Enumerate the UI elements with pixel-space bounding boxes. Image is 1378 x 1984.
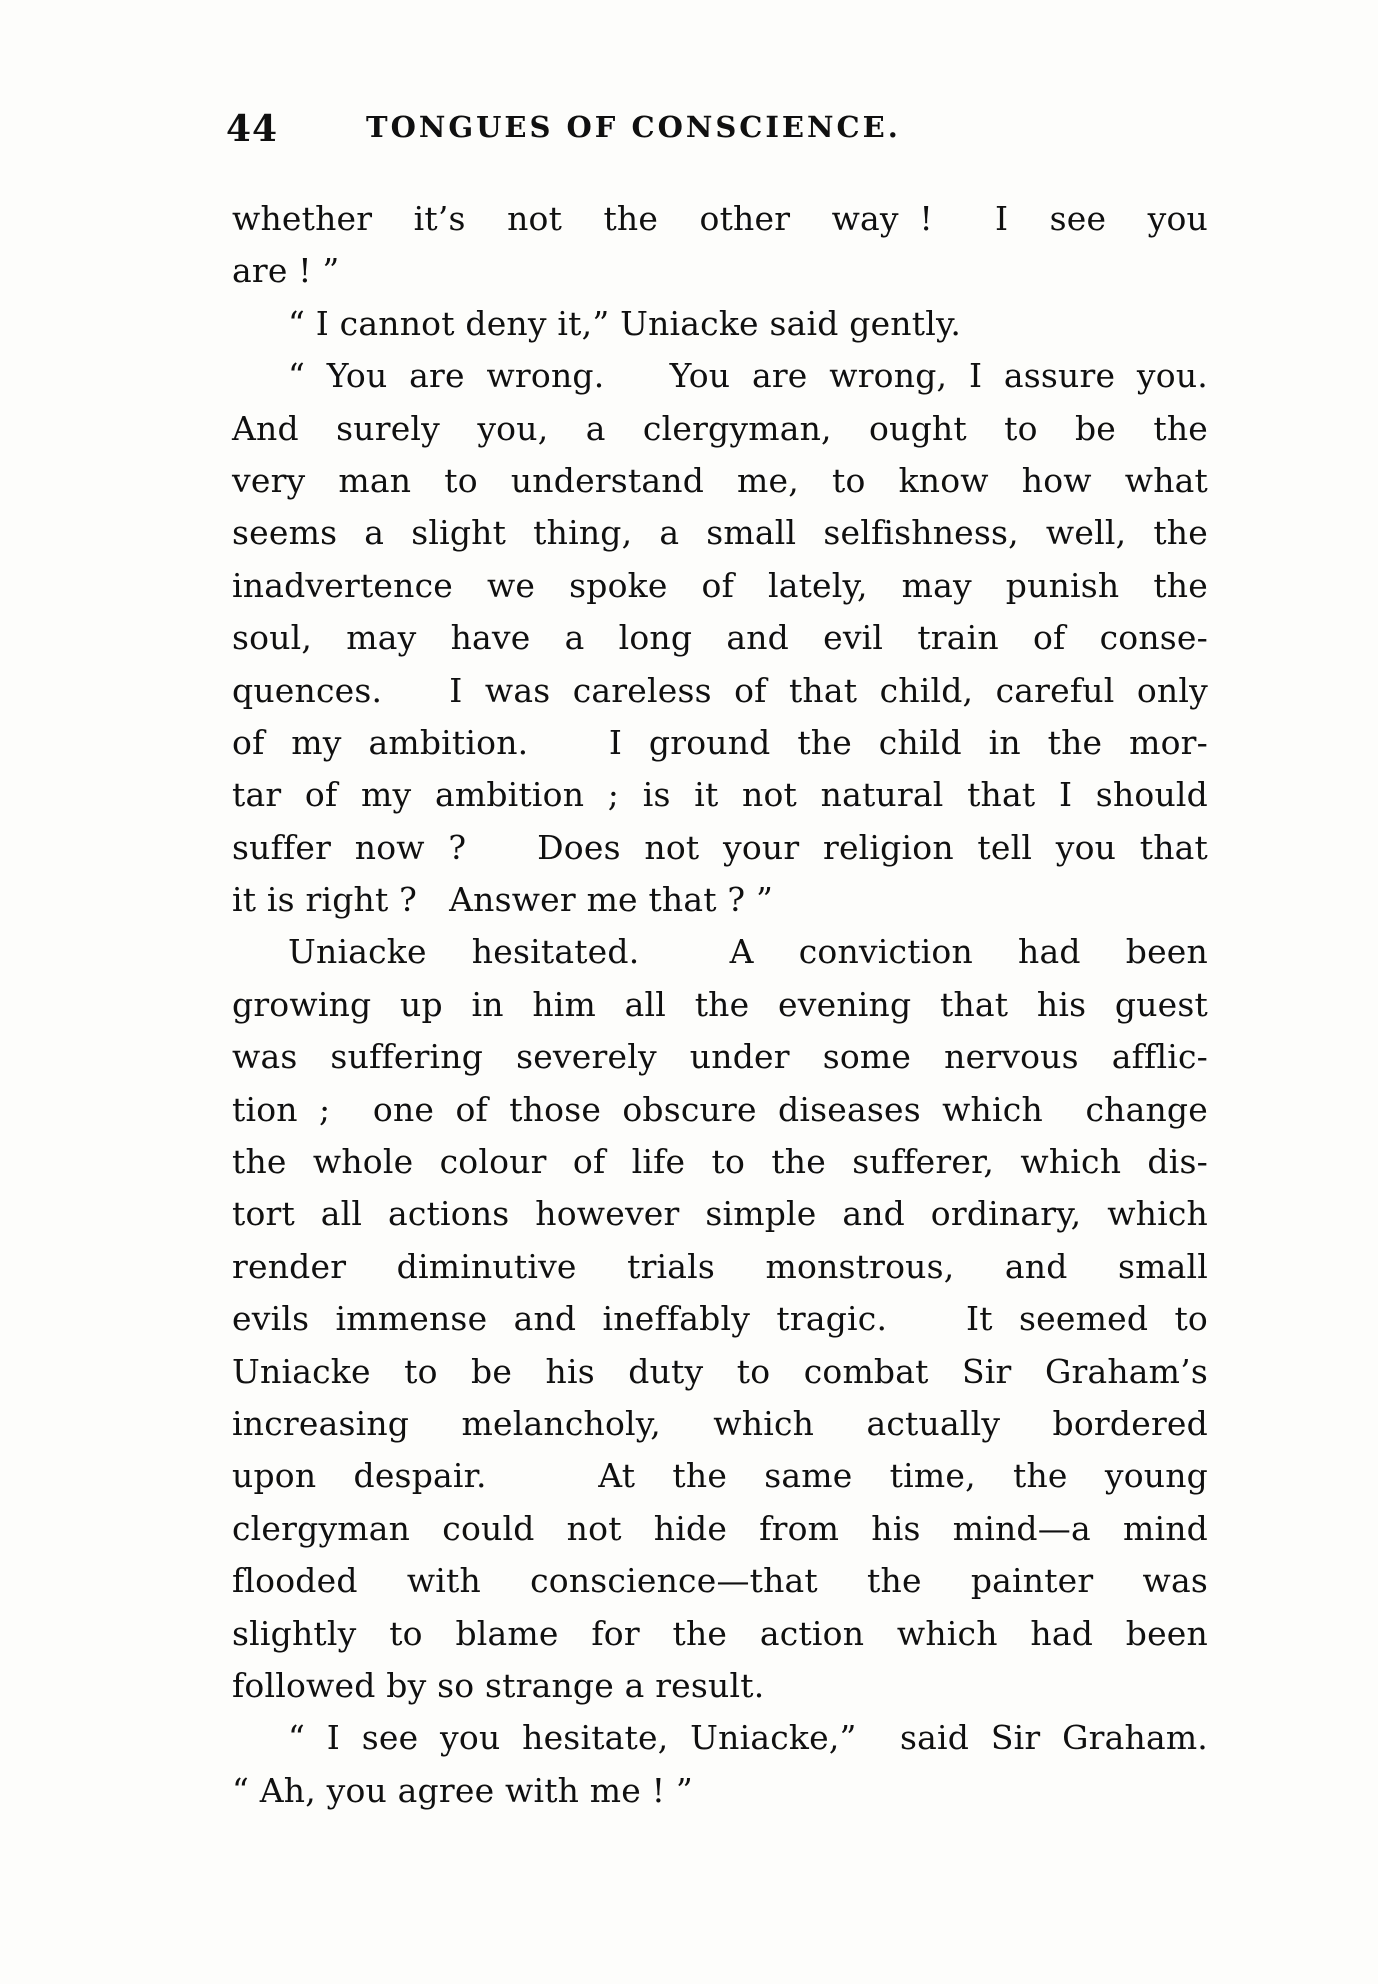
text-line: Uniacke hesitated. A conviction had been [288, 932, 1208, 972]
text-line: slightly to blame for the action which had been [232, 1613, 1208, 1653]
text-line: evils immense and ineffably tragic. It seemed to [232, 1299, 1208, 1339]
text-line: it is right ? Answer me that ? ” [232, 880, 774, 920]
text-line: are ! ” [232, 251, 340, 291]
text-line: growing up in him all the evening that his guest [232, 984, 1208, 1024]
page-header [0, 0, 1378, 170]
text-line: “ I see you hesitate, Uniacke,” said Sir Graham. [288, 1718, 1208, 1758]
text-line: “ Ah, you agree with me ! ” [232, 1770, 693, 1810]
text-line: of my ambition. I ground the child in the mor- [232, 722, 1208, 762]
text-line: inadvertence we spoke of lately, may punish the [232, 565, 1208, 605]
text-line: suffer now ? Does not your religion tell you that [232, 827, 1208, 867]
text-line: whether it’s not the other way ! I see you [232, 199, 1208, 238]
text-line: tort all actions however simple and ordinary, which [232, 1194, 1208, 1234]
text-line: seems a slight thing, a small selfishness, well, the [232, 513, 1208, 553]
body-text [232, 193, 1208, 1817]
text-line: the whole colour of life to the sufferer, which dis- [232, 1142, 1208, 1182]
text-line: soul, may have a long and evil train of conse- [232, 618, 1208, 658]
text-line: clergyman could not hide from his mind—a mind [232, 1508, 1208, 1548]
text-line: was suffering severely under some nervous afflic- [232, 1037, 1208, 1077]
text-line: quences. I was careless of that child, careful only [232, 670, 1208, 710]
page-number: 44 [226, 108, 279, 150]
text-line: tar of my ambition ; is it not natural that I should [232, 775, 1208, 815]
text-line: Uniacke to be his duty to combat Sir Graham’s [232, 1351, 1208, 1391]
text-line: “ I cannot deny it,” Uniacke said gently. [288, 303, 962, 343]
text-line: And surely you, a clergyman, ought to be the [232, 408, 1208, 448]
text-line: render diminutive trials monstrous, and small [232, 1246, 1208, 1286]
text-line: flooded with conscience—that the painter was [232, 1561, 1208, 1601]
text-line: increasing melancholy, which actually bordered [232, 1403, 1208, 1443]
text-line: “ You are wrong. You are wrong, I assure you. [288, 356, 1208, 396]
text-line: followed by so strange a result. [232, 1665, 765, 1705]
running-title: TONGUES OF CONSCIENCE. [366, 110, 901, 144]
text-line: very man to understand me, to know how what [232, 460, 1208, 500]
text-line: upon despair. At the same time, the young [232, 1456, 1208, 1496]
text-line: tion ; one of those obscure diseases which change [232, 1089, 1208, 1129]
